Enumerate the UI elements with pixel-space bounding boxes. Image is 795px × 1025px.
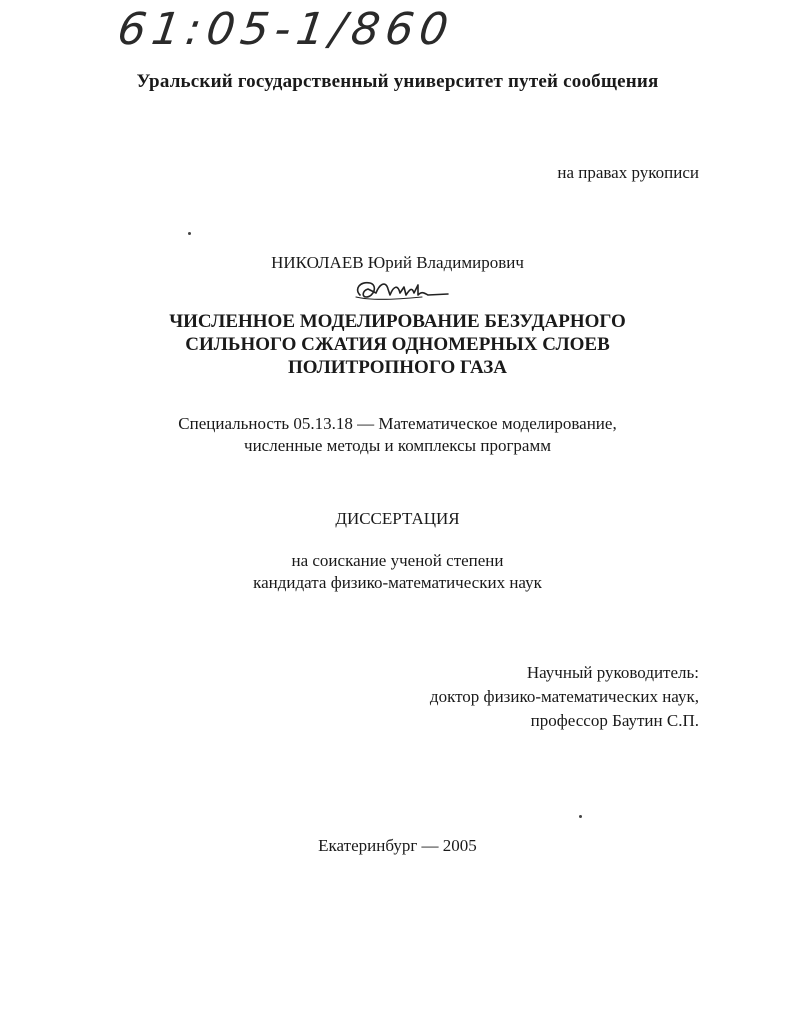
- author-name: НИКОЛАЕВ Юрий Владимирович: [271, 253, 524, 272]
- degree-line: на соискание ученой степени: [291, 551, 504, 570]
- manuscript-note: на правах рукописи: [557, 163, 699, 182]
- dissertation-title: [0, 310, 795, 379]
- degree-line: кандидата физико-математических наук: [253, 573, 542, 592]
- scan-speck: [188, 232, 191, 235]
- catalog-number: 61:05-1/860: [114, 4, 458, 55]
- scan-speck: [579, 815, 582, 818]
- specialty-line: Специальность 05.13.18 — Математическое моделирование,: [178, 414, 617, 433]
- document-type: ДИССЕРТАЦИЯ: [335, 509, 460, 528]
- supervisor-degree: доктор физико-математических наук,: [429, 687, 699, 706]
- title-line: ПОЛИТРОПНОГО ГАЗА: [288, 357, 507, 378]
- specialty-block: [0, 413, 795, 457]
- supervisor-name: профессор Баутин С.П.: [530, 711, 699, 730]
- specialty-line: численные методы и комплексы программ: [244, 436, 551, 455]
- supervisor-label: Научный руководитель:: [526, 663, 699, 682]
- supervisor-block: [430, 661, 699, 733]
- university-name: Уральский государственный университет путей сообщения: [136, 71, 659, 92]
- degree-block: [0, 550, 795, 594]
- signature-icon: [352, 275, 452, 305]
- city-year: Екатеринбург — 2005: [318, 836, 477, 855]
- title-line: ЧИСЛЕННОЕ МОДЕЛИРОВАНИЕ БЕЗУДАРНОГО: [169, 311, 626, 332]
- title-line: СИЛЬНОГО СЖАТИЯ ОДНОМЕРНЫХ СЛОЕВ: [185, 334, 610, 355]
